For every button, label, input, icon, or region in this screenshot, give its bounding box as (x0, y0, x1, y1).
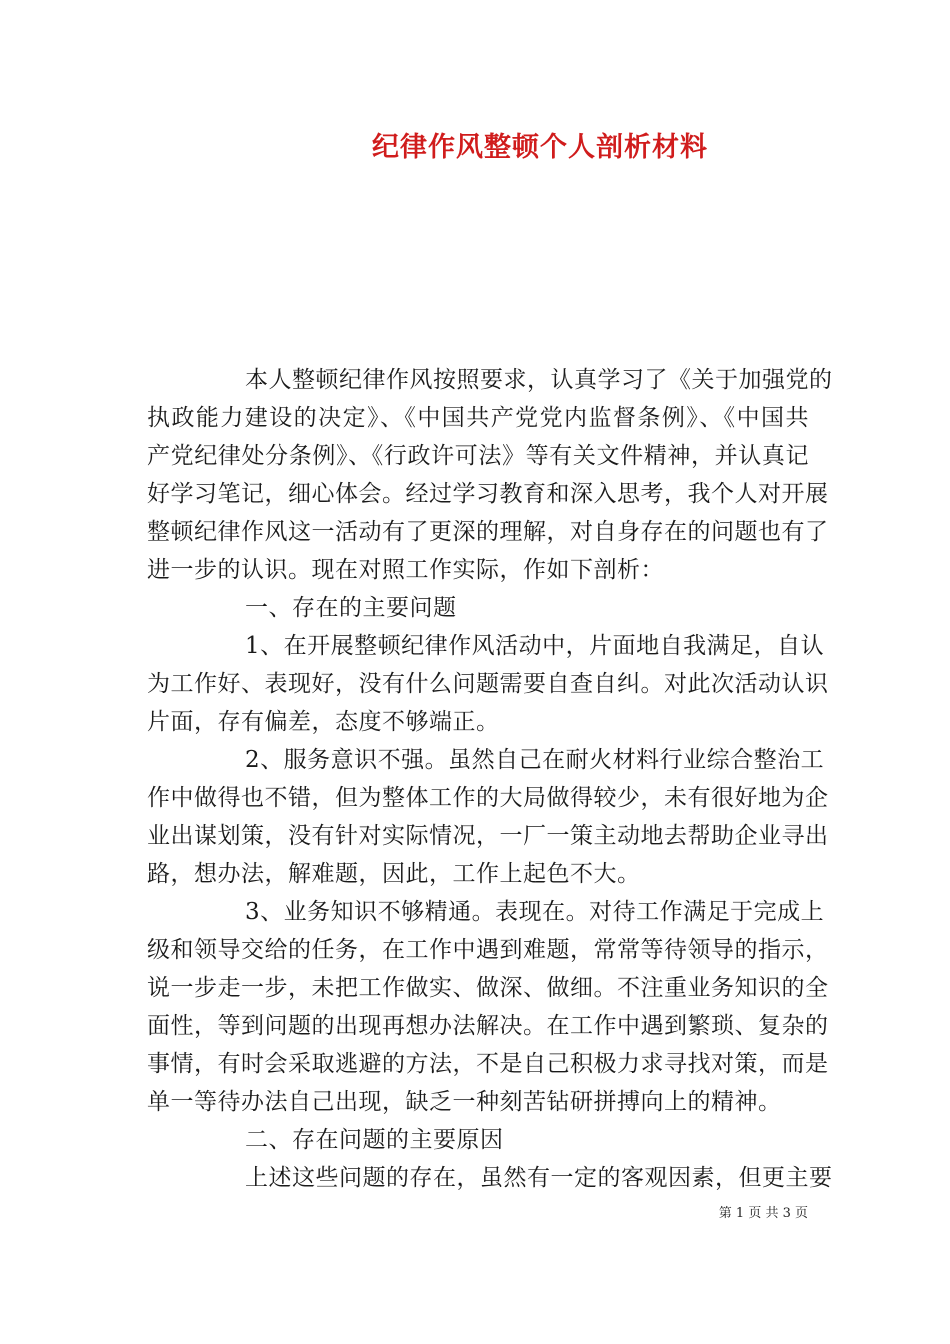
section-heading: 二、存在问题的主要原因 (245, 1127, 504, 1153)
body-line: 3、业务知识不够精通。表现在。对待工作满足于完成上 (245, 899, 825, 925)
document-body (147, 361, 833, 1197)
body-line: 为工作好、表现好，没有什么问题需要自查自纠。对此次活动认识 (147, 671, 829, 697)
body-line: 本人整顿纪律作风按照要求，认真学习了《关于加强党的 (245, 367, 833, 393)
body-line: 片面，存有偏差，态度不够端正。 (147, 709, 500, 735)
page-number: 第 1 页 共 3 页 (718, 1206, 808, 1221)
section-heading: 一、存在的主要问题 (245, 595, 457, 621)
body-line: 路，想办法，解难题，因此，工作上起色不大。 (147, 861, 641, 887)
body-line: 面性，等到问题的出现再想办法解决。在工作中遇到繁琐、复杂的 (147, 1013, 829, 1039)
body-line: 进一步的认识。现在对照工作实际，作如下剖析： (147, 557, 664, 583)
body-line: 整顿纪律作风这一活动有了更深的理解，对自身存在的问题也有了 (147, 519, 829, 545)
body-line: 上述这些问题的存在，虽然有一定的客观因素，但更主要 (245, 1165, 833, 1191)
body-line: 业出谋划策，没有针对实际情况，一厂一策主动地去帮助企业寻出 (147, 823, 829, 849)
body-line: 说一步走一步，未把工作做实、做深、做细。不注重业务知识的全 (147, 975, 829, 1001)
body-line: 好学习笔记，细心体会。经过学习教育和深入思考，我个人对开展 (147, 481, 829, 507)
body-line: 级和领导交给的任务，在工作中遇到难题，常常等待领导的指示， (147, 937, 829, 963)
body-line: 1、在开展整顿纪律作风活动中，片面地自我满足，自认 (245, 633, 825, 659)
body-line: 单一等待办法自己出现，缺乏一种刻苦钻研拼搏向上的精神。 (147, 1089, 782, 1115)
body-line: 执政能力建设的决定》、《中国共产党党内监督条例》、《中国共 (147, 405, 809, 431)
body-line: 作中做得也不错，但为整体工作的大局做得较少，未有很好地为企 (147, 785, 829, 811)
body-line: 事情，有时会采取逃避的方法，不是自己积极力求寻找对策，而是 (147, 1051, 829, 1077)
document-title: 纪律作风整顿个人剖析材料 (372, 132, 708, 163)
body-line: 2、服务意识不强。虽然自己在耐火材料行业综合整治工 (245, 747, 825, 773)
body-line: 产党纪律处分条例》、《行政许可法》等有关文件精神，并认真记 (147, 443, 809, 469)
